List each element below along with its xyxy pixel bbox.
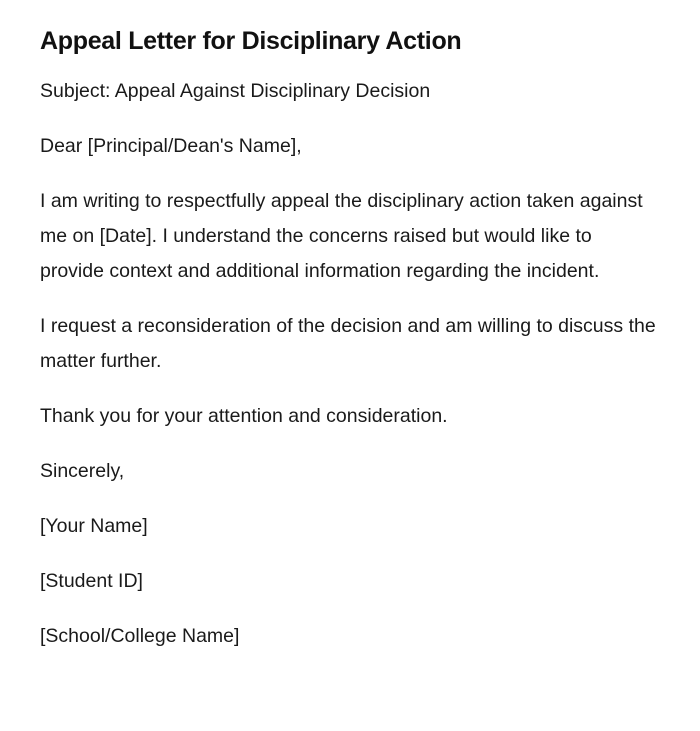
closing: Sincerely, <box>40 460 125 482</box>
letter-title: Appeal Letter for Disciplinary Action <box>40 27 462 55</box>
body-paragraph: I am writing to respectfully appeal the disciplinary action taken against me on [Date]. I understand the concerns raised but would like to provide context and additional information regarding the incident. <box>40 190 643 282</box>
salutation: Dear [Principal/Dean's Name], <box>40 135 302 157</box>
subject-line: Subject: Appeal Against Disciplinary Decision <box>40 80 431 102</box>
signature-name: [Your Name] <box>40 515 148 537</box>
body-paragraph: Thank you for your attention and consideration. <box>40 405 448 427</box>
signature-school: [School/College Name] <box>40 625 240 647</box>
body-paragraph: I request a reconsideration of the decision and am willing to discuss the matter further. <box>40 315 656 372</box>
signature-student-id: [Student ID] <box>40 570 143 592</box>
